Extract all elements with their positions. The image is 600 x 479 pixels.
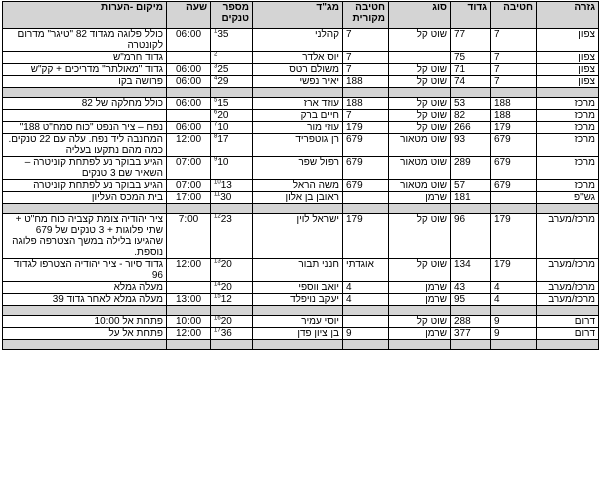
separator-cell (537, 88, 599, 98)
col-header-tanks: מספר טנקים (211, 2, 253, 29)
cell-type: שוט קל (389, 64, 451, 76)
separator-cell (389, 88, 451, 98)
cell-notes: גדוד חרמ"ש (3, 52, 167, 64)
cell-unit: 82 (451, 110, 491, 122)
cell-unit: 377 (451, 328, 491, 340)
separator-cell (451, 340, 491, 350)
cell-time: 12:00 (167, 328, 211, 340)
cell-type: שוט קל (389, 98, 451, 110)
tanks-value: 17 (217, 134, 229, 145)
cell-sector: מרכז/מערב (537, 214, 599, 259)
cell-tanks (211, 180, 253, 192)
tanks-value: 29 (217, 76, 229, 87)
separator-cell (167, 340, 211, 350)
tanks-value: 20 (217, 110, 229, 121)
cell-commander: יוסי עמיר (253, 316, 343, 328)
cell-commander: רן גוטפריד (253, 134, 343, 157)
cell-time: 06:00 (167, 29, 211, 52)
table-row (3, 157, 599, 180)
cell-orig-brigade: 179 (343, 214, 389, 259)
cell-tanks (211, 110, 253, 122)
cell-type: שרמן (389, 192, 451, 204)
separator-cell (389, 340, 451, 350)
cell-brigade: 179 (491, 122, 537, 134)
footnote-ref: 2 (214, 51, 218, 58)
cell-sector: מרכז/מערב (537, 259, 599, 282)
footnote-ref: 13 (214, 258, 221, 265)
footnote-ref: 7 (214, 121, 218, 128)
cell-unit: 96 (451, 214, 491, 259)
cell-orig-brigade: 7 (343, 29, 389, 52)
cell-notes: כולל פלוגה מגדוד 82 "טיגר" מדרום לקונטרה (3, 29, 167, 52)
cell-brigade: 4 (491, 294, 537, 306)
cell-time: 06:00 (167, 98, 211, 110)
tanks-value: 36 (220, 328, 232, 339)
cell-type: שוט קל (389, 29, 451, 52)
cell-orig-brigade: 7 (343, 64, 389, 76)
separator-row (3, 88, 599, 98)
cell-brigade: 9 (491, 328, 537, 340)
col-header-type: סוג (389, 2, 451, 29)
cell-sector: גש"פ (537, 192, 599, 204)
cell-orig-brigade: 188 (343, 98, 389, 110)
separator-cell (253, 340, 343, 350)
cell-unit: 74 (451, 76, 491, 88)
cell-orig-brigade: 4 (343, 294, 389, 306)
cell-unit: 53 (451, 98, 491, 110)
cell-commander: חיים ברק (253, 110, 343, 122)
footnote-ref: 14 (214, 281, 221, 288)
table-row (3, 98, 599, 110)
col-header-unit: גדוד (451, 2, 491, 29)
cell-unit: 43 (451, 282, 491, 294)
cell-orig-brigade: 7 (343, 110, 389, 122)
tanks-value: 20 (220, 259, 232, 270)
tanks-value: 12 (220, 294, 232, 305)
footnote-ref: 16 (214, 315, 221, 322)
cell-notes: הגיע בבוקר נע לפתחת קוניטרה (3, 180, 167, 192)
cell-sector: דרום (537, 316, 599, 328)
cell-type: שרמן (389, 282, 451, 294)
separator-cell (3, 204, 167, 214)
cell-type: שוט מטאור (389, 134, 451, 157)
separator-cell (491, 88, 537, 98)
cell-notes: נפח – ציר הנפט "כוח סמח"ט 188" (3, 122, 167, 134)
table-row (3, 214, 599, 259)
cell-time: 12:00 (167, 259, 211, 282)
cell-type: שוט קל (389, 316, 451, 328)
cell-commander: חנני תבור (253, 259, 343, 282)
separator-cell (451, 306, 491, 316)
cell-orig-brigade: 179 (343, 122, 389, 134)
cell-brigade: 4 (491, 282, 537, 294)
separator-cell (491, 306, 537, 316)
cell-sector: צפון (537, 29, 599, 52)
separator-cell (167, 306, 211, 316)
tanks-value: 30 (220, 192, 232, 203)
cell-commander: יעקב נויפלד (253, 294, 343, 306)
col-header-orig-brigade: חטיבה מקורית (343, 2, 389, 29)
separator-cell (343, 340, 389, 350)
separator-cell (3, 88, 167, 98)
cell-notes: הגיע בבוקר נע לפתחת קוניטרה – השאיר שם 3 טנקים (3, 157, 167, 180)
cell-notes: פרושה בקו (3, 76, 167, 88)
cell-sector: מרכז/מערב (537, 282, 599, 294)
cell-brigade: 7 (491, 29, 537, 52)
cell-type: שוט קל (389, 122, 451, 134)
separator-cell (211, 340, 253, 350)
cell-type: שוט קל (389, 76, 451, 88)
cell-brigade: 679 (491, 134, 537, 157)
separator-row (3, 306, 599, 316)
table-row (3, 76, 599, 88)
cell-type: שוט מטאור (389, 157, 451, 180)
cell-notes: ציר יהודיה צומת קצביה כוח מח"ט + שתי פלוגות + 3 טנקים של 679 שהגיעו בלילה במשך הצטרפה פלוגה נוספת. (3, 214, 167, 259)
cell-type: שוט קל (389, 214, 451, 259)
cell-notes: מעלה גמלא לאחר גדוד 39 (3, 294, 167, 306)
col-header-commander: מג"ד (253, 2, 343, 29)
cell-tanks (211, 98, 253, 110)
cell-unit: 289 (451, 157, 491, 180)
cell-commander: קהלני (253, 29, 343, 52)
cell-type (389, 52, 451, 64)
cell-sector: צפון (537, 64, 599, 76)
cell-brigade: 7 (491, 76, 537, 88)
cell-unit: 77 (451, 29, 491, 52)
cell-commander: יוס אלדר (253, 52, 343, 64)
tanks-value: 35 (217, 29, 229, 40)
cell-unit: 181 (451, 192, 491, 204)
separator-cell (3, 306, 167, 316)
cell-tanks (211, 328, 253, 340)
cell-unit: 288 (451, 316, 491, 328)
cell-time: 06:00 (167, 76, 211, 88)
cell-type: שרמן (389, 328, 451, 340)
cell-time (167, 52, 211, 64)
cell-unit: 71 (451, 64, 491, 76)
cell-sector: מרכז (537, 134, 599, 157)
separator-cell (389, 204, 451, 214)
separator-cell (537, 306, 599, 316)
cell-sector: צפון (537, 52, 599, 64)
footnote-ref: 1 (214, 28, 218, 35)
separator-cell (253, 204, 343, 214)
separator-row (3, 204, 599, 214)
cell-sector: מרכז/מערב (537, 294, 599, 306)
cell-tanks (211, 192, 253, 204)
cell-type: שוט קל (389, 110, 451, 122)
cell-sector: מרכז (537, 110, 599, 122)
table-row (3, 110, 599, 122)
table-row (3, 316, 599, 328)
footnote-ref: 5 (214, 97, 218, 104)
cell-brigade: 7 (491, 52, 537, 64)
separator-cell (211, 204, 253, 214)
units-table (2, 1, 599, 350)
footnote-ref: 10 (214, 179, 221, 186)
footnote-ref: 12 (214, 213, 221, 220)
footnote-ref: 17 (214, 327, 221, 334)
footnote-ref: 6 (214, 109, 218, 116)
cell-orig-brigade (343, 192, 389, 204)
cell-notes: בית המכס העליון (3, 192, 167, 204)
cell-type: שרמן (389, 294, 451, 306)
cell-notes: גדוד "מאולתר" מדריכים + קק"ש (3, 64, 167, 76)
cell-tanks (211, 76, 253, 88)
table-row (3, 29, 599, 52)
cell-orig-brigade: 188 (343, 76, 389, 88)
cell-commander: רפול שפר (253, 157, 343, 180)
separator-cell (167, 88, 211, 98)
cell-time: 06:00 (167, 64, 211, 76)
cell-orig-brigade: 679 (343, 134, 389, 157)
cell-sector: מרכז (537, 122, 599, 134)
cell-commander: יאיר נפשי (253, 76, 343, 88)
separator-cell (389, 306, 451, 316)
separator-cell (451, 88, 491, 98)
cell-commander: ראובן בן אלון (253, 192, 343, 204)
cell-unit: 266 (451, 122, 491, 134)
separator-cell (211, 88, 253, 98)
cell-notes (3, 110, 167, 122)
table-row (3, 328, 599, 340)
table-row (3, 294, 599, 306)
separator-cell (343, 306, 389, 316)
table-row (3, 64, 599, 76)
table-row (3, 52, 599, 64)
separator-cell (491, 340, 537, 350)
cell-time: 10:00 (167, 316, 211, 328)
cell-notes: גדוד סיור - ציר יהודיה הצטרפו לגדוד 96 (3, 259, 167, 282)
cell-time: 7:00 (167, 214, 211, 259)
cell-sector: מרכז (537, 98, 599, 110)
cell-brigade: 9 (491, 316, 537, 328)
separator-cell (491, 204, 537, 214)
cell-sector: מרכז (537, 157, 599, 180)
separator-cell (253, 88, 343, 98)
cell-unit: 95 (451, 294, 491, 306)
cell-notes: פתחת אל על (3, 328, 167, 340)
footnote-ref: 3 (214, 63, 218, 70)
cell-notes: מעלה גמלא (3, 282, 167, 294)
footnote-ref: 9 (214, 156, 218, 163)
cell-commander: יואב ווספי (253, 282, 343, 294)
cell-commander: ישראל לוין (253, 214, 343, 259)
cell-notes: המחנבה ליד נפח. עלה עם 22 טנקים. כמה מהם נתקעו בעליה (3, 134, 167, 157)
header-row (3, 2, 599, 29)
separator-cell (343, 88, 389, 98)
cell-orig-brigade: 9 (343, 328, 389, 340)
col-header-brigade: חטיבה (491, 2, 537, 29)
cell-commander: בן ציון פדן (253, 328, 343, 340)
cell-unit: 57 (451, 180, 491, 192)
separator-cell (167, 204, 211, 214)
cell-orig-brigade: 679 (343, 180, 389, 192)
cell-brigade: 179 (491, 259, 537, 282)
cell-brigade (491, 192, 537, 204)
separator-cell (3, 340, 167, 350)
cell-commander: משולם רטס (253, 64, 343, 76)
cell-unit: 134 (451, 259, 491, 282)
cell-time: 07:00 (167, 180, 211, 192)
cell-tanks (211, 122, 253, 134)
cell-notes: פתחת אל 10:00 (3, 316, 167, 328)
tanks-value: 20 (220, 282, 232, 293)
cell-unit: 75 (451, 52, 491, 64)
cell-time (167, 110, 211, 122)
table-row (3, 134, 599, 157)
separator-cell (211, 306, 253, 316)
cell-tanks (211, 282, 253, 294)
tanks-value: 25 (217, 64, 229, 75)
separator-cell (253, 306, 343, 316)
cell-time (167, 282, 211, 294)
footnote-ref: 11 (214, 191, 221, 198)
separator-row (3, 340, 599, 350)
cell-type: שוט מטאור (389, 180, 451, 192)
tanks-value: 10 (217, 122, 229, 133)
table-row (3, 180, 599, 192)
table-row (3, 259, 599, 282)
cell-type: שוט קל (389, 259, 451, 282)
cell-orig-brigade: אוגדתי (343, 259, 389, 282)
tanks-value: 10 (217, 157, 229, 168)
cell-tanks (211, 64, 253, 76)
table-body (3, 29, 599, 350)
col-header-time: שעה (167, 2, 211, 29)
cell-tanks (211, 294, 253, 306)
table-row (3, 122, 599, 134)
cell-brigade: 7 (491, 64, 537, 76)
cell-tanks (211, 52, 253, 64)
separator-cell (343, 204, 389, 214)
cell-tanks (211, 316, 253, 328)
cell-time: 07:00 (167, 157, 211, 180)
separator-cell (537, 340, 599, 350)
cell-tanks (211, 259, 253, 282)
tanks-value: 20 (220, 316, 232, 327)
footnote-ref: 8 (214, 133, 218, 140)
table-row (3, 282, 599, 294)
cell-orig-brigade: 7 (343, 52, 389, 64)
cell-commander: משה הראל (253, 180, 343, 192)
cell-orig-brigade: 679 (343, 157, 389, 180)
cell-orig-brigade (343, 316, 389, 328)
footnote-ref: 4 (214, 75, 218, 82)
table-row (3, 192, 599, 204)
col-header-sector: גזרה (537, 2, 599, 29)
tanks-value: 23 (220, 214, 232, 225)
separator-cell (537, 204, 599, 214)
cell-time: 12:00 (167, 134, 211, 157)
cell-sector: מרכז (537, 180, 599, 192)
cell-notes: כולל מחלקה של 82 (3, 98, 167, 110)
cell-tanks (211, 214, 253, 259)
cell-orig-brigade: 4 (343, 282, 389, 294)
cell-time: 06:00 (167, 122, 211, 134)
col-header-notes: מיקום -הערות (3, 2, 167, 29)
cell-commander: עוזי מור (253, 122, 343, 134)
cell-brigade: 179 (491, 214, 537, 259)
cell-sector: דרום (537, 328, 599, 340)
tanks-value: 13 (220, 180, 232, 191)
cell-tanks (211, 134, 253, 157)
cell-time: 17:00 (167, 192, 211, 204)
separator-cell (451, 204, 491, 214)
cell-unit: 93 (451, 134, 491, 157)
cell-brigade: 188 (491, 98, 537, 110)
cell-brigade: 188 (491, 110, 537, 122)
footnote-ref: 15 (214, 293, 221, 300)
cell-tanks (211, 29, 253, 52)
cell-sector: צפון (537, 76, 599, 88)
cell-tanks (211, 157, 253, 180)
tanks-value: 15 (217, 98, 229, 109)
cell-commander: עוזד ארז (253, 98, 343, 110)
cell-brigade: 679 (491, 157, 537, 180)
cell-brigade: 679 (491, 180, 537, 192)
cell-time: 13:00 (167, 294, 211, 306)
